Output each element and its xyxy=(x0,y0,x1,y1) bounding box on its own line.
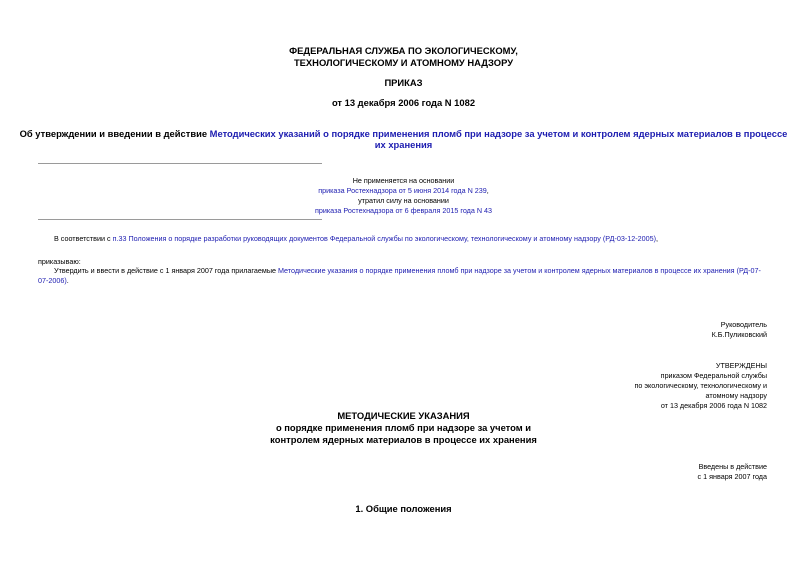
para1-prefix: В соответствии с xyxy=(54,234,113,243)
status-not-applied: Не применяется на основании xyxy=(352,176,455,185)
agency-name-line1: ФЕДЕРАЛЬНАЯ СЛУЖБА ПО ЭКОЛОГИЧЕСКОМУ, xyxy=(289,45,518,56)
para2-suffix: . xyxy=(66,276,69,285)
guidelines-subtitle-line1: о порядке применения пломб при надзоре за учетом и xyxy=(275,422,532,433)
document-type: ПРИКАЗ xyxy=(384,77,423,88)
status-line2 xyxy=(0,186,807,196)
approval-line4: атомному надзору xyxy=(705,391,767,400)
title-link-guidelines[interactable]: Методических указаний о порядке применения пломб при надзоре за учетом и контролем ядерных материалов в процессе xyxy=(209,128,788,139)
para1-link-regulation[interactable]: п.33 Положения о порядке разработки руководящих документов Федеральной службы по экологическому, технологическому и атомному надзору (РД-03-12-2005) xyxy=(112,234,657,243)
status-link-order-43[interactable]: приказа Ростехнадзора от 6 февраля 2015 года N 43 xyxy=(314,206,493,215)
status-divider-top xyxy=(38,163,322,164)
approval-heading: УТВЕРЖДЕНЫ xyxy=(715,361,767,370)
para1-suffix: , xyxy=(656,234,659,243)
document-date-number: от 13 декабря 2006 года N 1082 xyxy=(331,97,476,108)
title-prefix: Об утверждении и введении в действие xyxy=(19,128,210,139)
status-link-order-239[interactable]: приказа Ростехнадзора от 5 июня 2014 года N 239 xyxy=(318,186,487,195)
signature-name: К.Б.Пуликовский xyxy=(711,330,767,339)
status-divider-bottom xyxy=(38,219,322,220)
para2-link-guidelines[interactable]: Методические указания о порядке применения пломб при надзоре за учетом и контролем ядерных материалов в процессе их хранения (РД-07-07-2006) xyxy=(38,266,761,285)
body-order-word: приказываю: xyxy=(38,257,81,266)
approval-line3: по экологическому, технологическому и xyxy=(634,381,767,390)
agency-name-line2: ТЕХНОЛОГИЧЕСКОМУ И АТОМНОМУ НАДЗОРУ xyxy=(293,57,514,68)
body-paragraph-basis xyxy=(38,234,769,244)
signature-position: Руководитель xyxy=(720,320,767,329)
document-title-line2 xyxy=(0,139,807,151)
title-link-guidelines-cont[interactable]: их хранения xyxy=(374,139,433,150)
status-line4 xyxy=(0,206,807,216)
effective-line1: Введены в действие xyxy=(698,462,767,471)
effective-line2: с 1 января 2007 года xyxy=(697,472,767,481)
para2-prefix: Утвердить и ввести в действие с 1 января 2007 года прилагаемые xyxy=(54,266,278,275)
status-expired: утратил силу на основании xyxy=(358,196,449,205)
status-link1-suffix: , xyxy=(486,186,489,195)
approval-line2: приказом Федеральной службы xyxy=(660,371,767,380)
approval-line5: от 13 декабря 2006 года N 1082 xyxy=(660,401,767,410)
section-heading: 1. Общие положения xyxy=(355,503,452,514)
body-paragraph-approve xyxy=(38,266,769,286)
guidelines-subtitle-line2: контролем ядерных материалов в процессе их хранения xyxy=(270,434,537,445)
guidelines-title: МЕТОДИЧЕСКИЕ УКАЗАНИЯ xyxy=(337,410,470,421)
